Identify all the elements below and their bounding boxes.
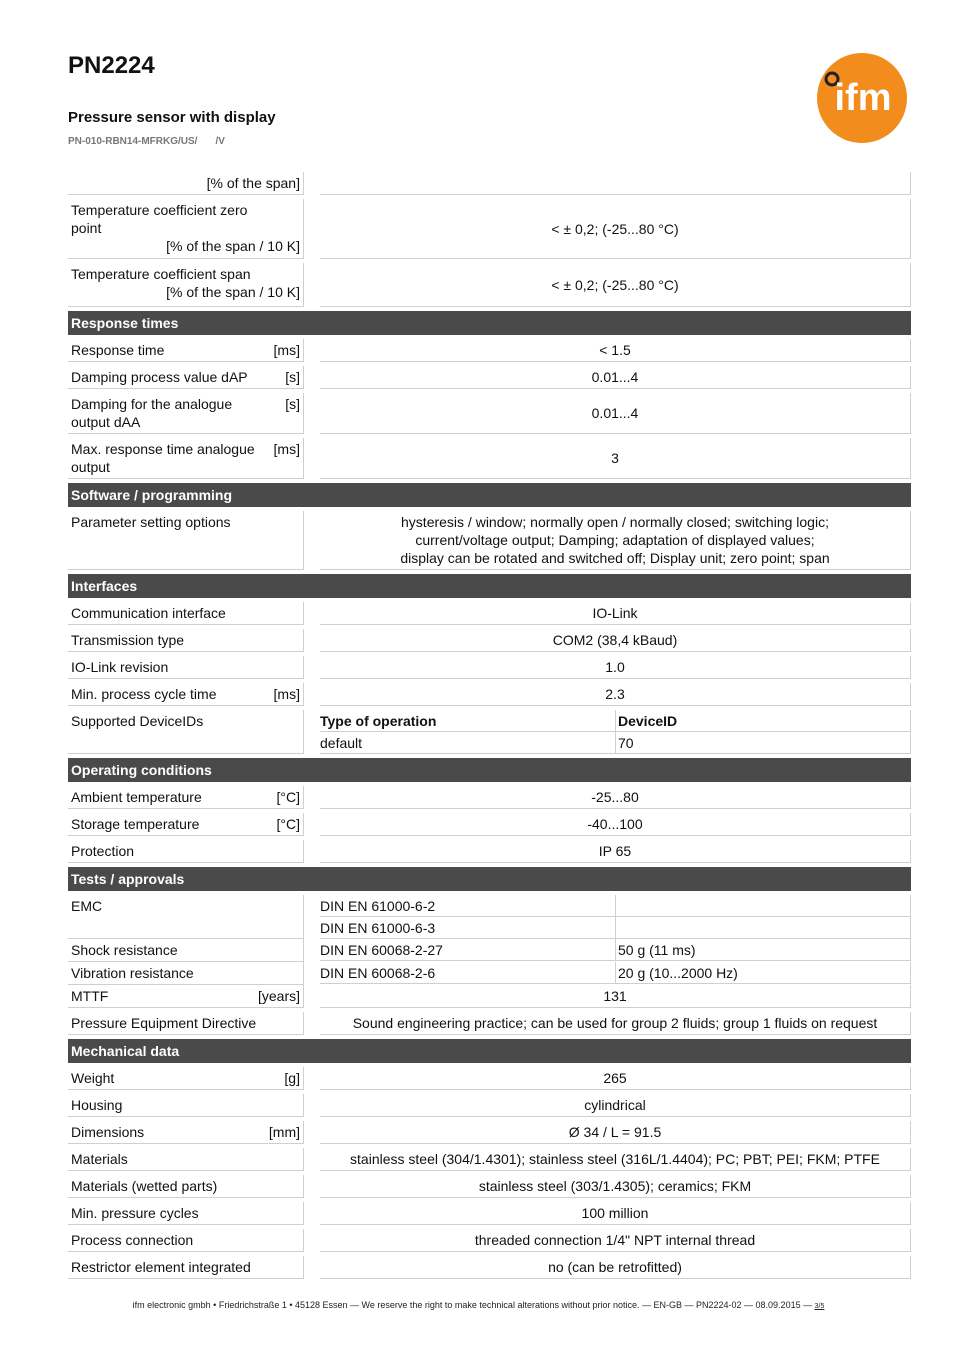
emc-standard-row (320, 917, 911, 939)
vibration-row (68, 962, 911, 985)
spec-value-lines (400, 513, 829, 567)
spec-value: IP 65 (598, 843, 632, 859)
article-number (68, 136, 225, 147)
spec-unit: [s] (285, 396, 300, 412)
spec-label: EMC (71, 898, 103, 914)
column-gap (304, 1229, 320, 1252)
spec-label-cell (68, 683, 304, 706)
spec-row (68, 1067, 911, 1090)
shock-value-row (320, 939, 911, 961)
spec-unit: [% of the span / 10 K] (166, 284, 300, 300)
spec-label: Materials (wetted parts) (71, 1178, 218, 1194)
vibration-value-row (320, 962, 911, 984)
spec-value: < 1.5 (599, 342, 631, 358)
spec-value-cell (320, 813, 911, 836)
spec-label-cell (68, 1256, 304, 1279)
spec-value: 2.3 (605, 686, 625, 702)
product-subtitle: Pressure sensor with display (68, 109, 276, 126)
spec-row (68, 813, 911, 836)
spec-label-cell (68, 393, 304, 434)
column-gap (304, 962, 320, 985)
ifm-logo (816, 52, 908, 144)
spec-label: Ambient temperature (71, 789, 202, 805)
page-footer (0, 1300, 957, 1310)
spec-unit: [g] (284, 1070, 300, 1086)
spec-value-cell (320, 840, 911, 863)
spec-value-line: current/voltage output; Damping; adaptation of displayed values; (415, 532, 815, 548)
spec-value-cell (320, 1202, 911, 1225)
spec-label: Housing (71, 1097, 123, 1113)
spec-unit: [% of the span / 10 K] (166, 238, 300, 254)
emc-value (616, 895, 911, 917)
spec-label-cell (68, 172, 304, 195)
device-ids-header (320, 710, 911, 732)
spec-label-cell (68, 656, 304, 679)
spec-value-cell (320, 985, 911, 1008)
column-gap (304, 393, 320, 434)
spec-row (68, 1229, 911, 1252)
spec-row (68, 786, 911, 809)
footer-page-mark: 3/5 (814, 1303, 825, 1310)
spec-value: 3 (611, 450, 619, 466)
spec-label: Supported DeviceIDs (71, 713, 204, 729)
spec-row (68, 366, 911, 389)
spec-row (68, 629, 911, 652)
spec-row (68, 1094, 911, 1117)
spec-row (68, 656, 911, 679)
shock-value: 50 g (11 ms) (616, 939, 911, 961)
spec-value-cell (320, 1094, 911, 1117)
column-gap (304, 1256, 320, 1279)
column-gap (304, 602, 320, 625)
column-gap (304, 339, 320, 362)
spec-label-cell (68, 840, 304, 863)
spec-value-line: hysteresis / window; normally open / normally closed; switching logic; (401, 514, 829, 530)
footer-text: ifm electronic gmbh • Friedrichstraße 1 • 45128 Essen — We reserve the right to make technical alterations without prior notice. — EN-GB — PN2224-02 — 08.09.2015 — (132, 1300, 813, 1310)
shock-standard: DIN EN 60068-2-27 (320, 939, 616, 961)
vibration-standard: DIN EN 60068-2-6 (320, 962, 616, 984)
spec-row (68, 511, 911, 570)
shock-row (68, 939, 911, 962)
spec-label: Dimensions (71, 1124, 145, 1140)
spec-value-cell (320, 683, 911, 706)
spec-label-cell (68, 438, 304, 479)
column-gap (304, 813, 320, 836)
spec-label-cell (68, 199, 304, 259)
spec-unit: [s] (285, 369, 300, 385)
column-gap (304, 1202, 320, 1225)
spec-row (68, 199, 911, 259)
spec-value: -40...100 (587, 816, 643, 832)
spec-row (68, 438, 911, 479)
spec-row (68, 683, 911, 706)
spec-value-cell (320, 786, 911, 809)
spec-label: Temperature coefficient zero point (71, 202, 248, 236)
spec-label: Materials (71, 1151, 128, 1167)
column-gap (304, 438, 320, 479)
spec-value: stainless steel (304/1.4301); stainless steel (316L/1.4404); PC; PBT; PEI; FKM; PTFE (350, 1151, 880, 1167)
spec-label: Temperature coefficient span (71, 266, 251, 282)
emc-value (616, 917, 911, 939)
spec-value: < ± 0,2; (-25...80 °C) (551, 276, 679, 293)
spec-value: Ø 34 / L = 91.5 (568, 1124, 662, 1140)
logo-text: ifm (834, 77, 892, 119)
spec-value-cell (320, 263, 911, 307)
section-header: Tests / approvals (68, 867, 911, 891)
spec-row (68, 1256, 911, 1279)
article-suffix: /V (215, 136, 225, 147)
spec-label: Min. pressure cycles (71, 1205, 199, 1221)
spec-value-cell (320, 172, 911, 195)
spec-value-cell (320, 1229, 911, 1252)
spec-value-cell (320, 656, 911, 679)
spec-value-line: display can be rotated and switched off; Display unit; zero point; span (400, 550, 830, 566)
emc-standard-row (320, 895, 911, 917)
spec-label: Storage temperature (71, 816, 200, 832)
spec-label: Restrictor element integrated (71, 1259, 251, 1275)
spec-value-cell (320, 339, 911, 362)
column-gap (304, 366, 320, 389)
spec-label-cell (68, 629, 304, 652)
spec-label-cell (68, 786, 304, 809)
column-gap (304, 1067, 320, 1090)
datasheet-table (68, 172, 911, 1283)
column-gap (304, 895, 320, 939)
spec-value-cell (320, 438, 911, 479)
spec-value-cell (320, 1256, 911, 1279)
spec-value: < ± 0,2; (-25...80 °C) (551, 220, 679, 237)
spec-row (68, 1202, 911, 1225)
vibration-values (320, 962, 911, 985)
spec-label-cell (68, 1094, 304, 1117)
column-gap (304, 1175, 320, 1198)
spec-label-cell (68, 1202, 304, 1225)
spec-value: threaded connection 1/4" NPT internal thread (474, 1232, 756, 1248)
column-gap (304, 1148, 320, 1171)
spec-label-cell (68, 985, 304, 1008)
column-gap (304, 985, 320, 1008)
column-gap (304, 1094, 320, 1117)
column-gap (304, 263, 320, 307)
device-ids-row (68, 710, 911, 754)
spec-value: Sound engineering practice; can be used for group 2 fluids; group 1 fluids on request (352, 1015, 878, 1031)
spec-value-cell (320, 511, 911, 570)
spec-row (68, 840, 911, 863)
device-ids-header-id: DeviceID (616, 710, 911, 732)
spec-row (68, 985, 911, 1008)
product-code: PN2224 (68, 52, 155, 79)
spec-label: Weight (71, 1070, 115, 1086)
section-header: Interfaces (68, 574, 911, 598)
shock-values (320, 939, 911, 962)
column-gap (304, 710, 320, 754)
spec-label: Parameter setting options (71, 514, 231, 530)
device-ids-table (320, 710, 911, 754)
column-gap (304, 172, 320, 195)
section-header: Response times (68, 311, 911, 335)
spec-value: 0.01...4 (591, 369, 639, 385)
spec-label-cell (68, 1012, 304, 1035)
spec-row (68, 602, 911, 625)
device-ids-header-operation: Type of operation (320, 710, 616, 732)
spec-label-cell (68, 962, 304, 985)
spec-value: IO-Link (592, 605, 638, 621)
spec-value-cell (320, 1175, 911, 1198)
spec-value-cell (320, 393, 911, 434)
spec-label-cell (68, 511, 304, 570)
spec-value: -25...80 (591, 789, 639, 805)
spec-row (68, 393, 911, 434)
spec-label-cell (68, 895, 304, 939)
vibration-value: 20 g (10...2000 Hz) (616, 962, 911, 984)
spec-value-cell (320, 366, 911, 389)
spec-label-cell (68, 939, 304, 962)
spec-label: Vibration resistance (71, 965, 194, 981)
column-gap (304, 1012, 320, 1035)
spec-label-cell (68, 710, 304, 754)
spec-unit: [% of the span] (206, 175, 300, 191)
spec-label: Damping for the analogue output dAA (71, 396, 233, 430)
spec-label-cell (68, 602, 304, 625)
spec-value-cell (320, 602, 911, 625)
spec-row (68, 1121, 911, 1144)
spec-value-cell (320, 1148, 911, 1171)
spec-label: Process connection (71, 1232, 194, 1248)
spec-value: no (can be retrofitted) (548, 1259, 682, 1275)
spec-label-cell (68, 1148, 304, 1171)
section-header: Mechanical data (68, 1039, 911, 1063)
spec-unit: [°C] (276, 789, 300, 805)
spec-row (68, 1148, 911, 1171)
spec-label-cell (68, 366, 304, 389)
spec-label-cell (68, 339, 304, 362)
spec-value-cell (320, 1012, 911, 1035)
spec-label: Communication interface (71, 605, 226, 621)
spec-label: Min. process cycle time (71, 686, 217, 702)
spec-value: 100 million (581, 1205, 649, 1221)
spec-label: Max. response time analogue output (71, 441, 255, 475)
column-gap (304, 939, 320, 962)
spec-value-cell (320, 1121, 911, 1144)
spec-unit: [years] (257, 988, 300, 1004)
column-gap (304, 683, 320, 706)
spec-value: cylindrical (584, 1097, 646, 1113)
spec-unit: [mm] (268, 1124, 300, 1140)
spec-row (68, 1175, 911, 1198)
spec-label: Protection (71, 843, 135, 859)
spec-row (68, 263, 911, 307)
column-gap (304, 840, 320, 863)
spec-label: IO-Link revision (71, 659, 169, 675)
spec-label-cell (68, 1175, 304, 1198)
emc-standard: DIN EN 61000-6-3 (320, 917, 616, 939)
spec-unit: [ms] (273, 686, 300, 702)
emc-standards (320, 895, 911, 939)
spec-row (68, 339, 911, 362)
spec-label-cell (68, 1121, 304, 1144)
column-gap (304, 199, 320, 259)
spec-value-cell (320, 1067, 911, 1090)
spec-label: Shock resistance (71, 942, 178, 958)
spec-value: 131 (603, 988, 627, 1004)
spec-value-cell (320, 629, 911, 652)
spec-label: Pressure Equipment Directive (71, 1015, 257, 1031)
device-ids-operation: default (320, 732, 616, 754)
section-header: Software / programming (68, 483, 911, 507)
spec-label-cell (68, 813, 304, 836)
emc-row (68, 895, 911, 939)
column-gap (304, 1121, 320, 1144)
spec-value: 265 (603, 1070, 627, 1086)
column-gap (304, 511, 320, 570)
spec-row (68, 172, 911, 195)
spec-label: Response time (71, 342, 165, 358)
device-ids-data-row (320, 732, 911, 754)
spec-unit: [ms] (273, 342, 300, 358)
spec-label: Damping process value dAP (71, 369, 248, 385)
column-gap (304, 629, 320, 652)
spec-value: 1.0 (605, 659, 625, 675)
article-code: PN-010-RBN14-MFRKG/US/ (68, 136, 198, 147)
spec-value: stainless steel (303/1.4305); ceramics; FKM (478, 1178, 752, 1194)
spec-label: MTTF (71, 988, 109, 1004)
spec-value-cell (320, 199, 911, 259)
spec-unit: [°C] (276, 816, 300, 832)
spec-label: Transmission type (71, 632, 185, 648)
section-header: Operating conditions (68, 758, 911, 782)
column-gap (304, 656, 320, 679)
spec-unit: [ms] (273, 441, 300, 457)
spec-value: 0.01...4 (591, 405, 639, 421)
device-ids-id: 70 (616, 732, 911, 754)
spec-value: COM2 (38,4 kBaud) (552, 632, 678, 648)
spec-label-cell (68, 1229, 304, 1252)
spec-row (68, 1012, 911, 1035)
spec-label-cell (68, 1067, 304, 1090)
spec-label-cell (68, 263, 304, 307)
emc-standard: DIN EN 61000-6-2 (320, 895, 616, 917)
column-gap (304, 786, 320, 809)
